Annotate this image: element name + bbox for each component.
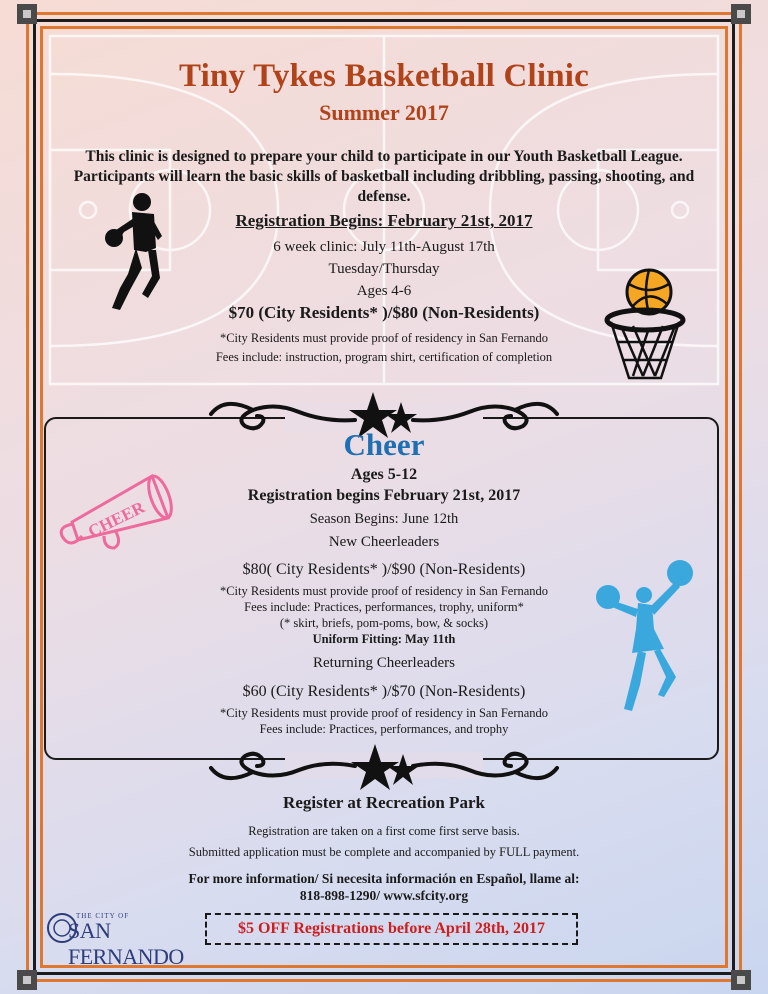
- page-subtitle: Summer 2017: [319, 100, 449, 125]
- new-cheerleaders-fees: Fees include: Practices, performances, trophy, uniform*: [244, 600, 524, 614]
- clinic-days: Tuesday/Thursday: [328, 261, 440, 277]
- intro-paragraph: This clinic is designed to prepare your child to participate in our Youth Basketball League. Participants will learn the basic skills of basketball including dribbling, passing, shooting, and defense.: [73, 148, 695, 205]
- corner-ornament-bottom-right: [731, 970, 751, 990]
- contact-info: 818-898-1290/ www.sfcity.org: [299, 888, 469, 903]
- city-of-san-fernando-logo: [46, 910, 186, 969]
- returning-cheerleaders-residency-note: *City Residents must provide proof of residency in San Fernando: [219, 706, 549, 720]
- cheerleader-illustration: [594, 557, 694, 717]
- returning-cheerleaders-heading: Returning Cheerleaders: [312, 655, 456, 671]
- basketball-price: $70 (City Residents* )/$80 (Non-Residents): [228, 303, 540, 322]
- basketball-fees: Fees include: instruction, program shirt, certification of completion: [215, 350, 553, 364]
- logo-small-text: THE CITY OF: [76, 912, 130, 920]
- basketball-hoop-illustration: [603, 262, 687, 386]
- returning-cheerleaders-price: $60 (City Residents* )/$70 (Non-Residents): [242, 683, 526, 700]
- page-title: Tiny Tykes Basketball Clinic: [179, 58, 589, 94]
- uniform-fitting-date: Uniform Fitting: May 11th: [312, 632, 456, 646]
- cheer-season-start: Season Begins: June 12th: [309, 511, 459, 527]
- megaphone-illustration: [56, 440, 176, 550]
- more-info-text: For more information/ Si necesita información en Español, llame al:: [188, 871, 580, 886]
- payment-note: Submitted application must be complete and accompanied by FULL payment.: [188, 845, 580, 859]
- cheer-title: Cheer: [343, 427, 425, 462]
- first-come-note: Registration are taken on a first come first serve basis.: [248, 824, 520, 838]
- basketball-residency-note: *City Residents must provide proof of residency in San Fernando: [219, 331, 549, 345]
- returning-cheerleaders-fees: Fees include: Practices, performances, and trophy: [259, 722, 509, 736]
- basketball-player-illustration: [98, 190, 170, 314]
- clinic-ages: Ages 4-6: [356, 283, 412, 299]
- corner-ornament-bottom-left: [17, 970, 37, 990]
- corner-ornament-top-left: [17, 4, 37, 24]
- register-location: Register at Recreation Park: [283, 793, 485, 812]
- cheer-ages: Ages 5-12: [350, 466, 418, 483]
- megaphone-text: CHEER: [85, 497, 148, 542]
- discount-promo-box: $5 OFF Registrations before April 28th, 2017: [205, 913, 578, 945]
- basketball-registration-date: Registration Begins: February 21st, 2017: [235, 211, 533, 230]
- new-cheerleaders-price: $80( City Residents* )/$90 (Non-Residents): [242, 561, 526, 578]
- bottom-scroll-ornament: [205, 738, 563, 794]
- cheer-registration-date: Registration begins February 21st, 2017: [247, 487, 521, 504]
- corner-ornament-top-right: [731, 4, 751, 24]
- uniform-items: (* skirt, briefs, pom-poms, bow, & socks): [279, 616, 489, 630]
- clinic-dates: 6 week clinic: July 11th-August 17th: [273, 239, 495, 255]
- new-cheerleaders-residency-note: *City Residents must provide proof of residency in San Fernando: [219, 584, 549, 598]
- new-cheerleaders-heading: New Cheerleaders: [328, 534, 440, 550]
- logo-wordmark: SAN FERNANDO: [68, 918, 184, 969]
